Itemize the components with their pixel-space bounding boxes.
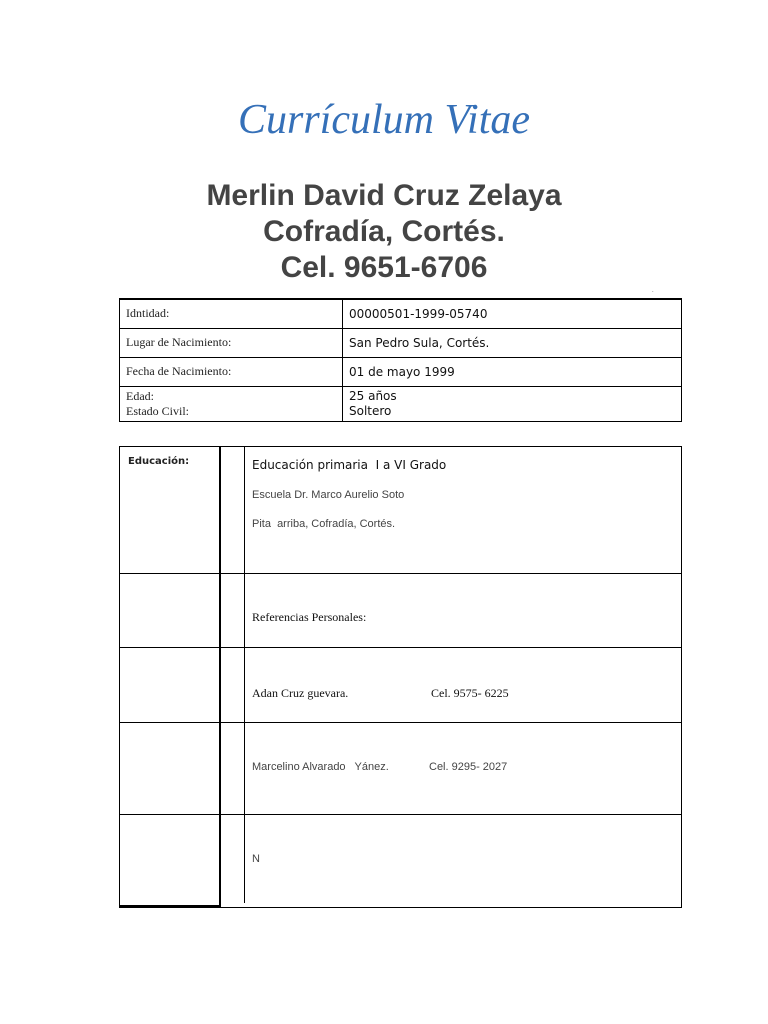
empty-cell [120, 574, 221, 647]
table-row [120, 328, 682, 357]
empty-cell [120, 723, 221, 814]
cv-title: Currículum Vitae [237, 97, 531, 143]
education-label: Educación: [128, 456, 190, 467]
id-label: Idntidad: [120, 299, 343, 328]
marital-status-label: Estado Civil: [126, 403, 189, 418]
age-label: Edad: [126, 388, 154, 403]
spacer-cell [221, 648, 245, 722]
school-name: Escuela Dr. Marco Aurelio Soto [252, 489, 405, 501]
reference-2-phone: Cel. 9295- 2027 [429, 761, 508, 773]
school-address: Pita arriba, Cofradía, Cortés. [252, 518, 396, 530]
reference-2-name: Marcelino Alvarado Yánez. [252, 761, 389, 773]
marital-status-value: Soltero [349, 403, 392, 418]
birthdate-value: 01 de mayo 1999 [343, 357, 682, 386]
personal-info-table [119, 298, 682, 422]
education-content-cell [245, 447, 681, 573]
education-level: Educación primaria I a VI Grado [252, 458, 447, 472]
table-row [120, 815, 681, 907]
age-status-value [343, 386, 682, 421]
stray-dot: . [652, 288, 654, 294]
person-phone: Cel. 9651-6706 [280, 251, 488, 284]
note-text: N [252, 853, 260, 865]
table-row [120, 386, 682, 421]
spacer-cell [221, 447, 245, 573]
age-status-label [120, 386, 343, 421]
person-name: Merlin David Cruz Zelaya [206, 179, 562, 212]
note-cell [245, 815, 681, 907]
id-value: 00000501-1999-05740 [343, 299, 682, 328]
references-heading-cell [245, 574, 681, 647]
birthdate-label: Fecha de Nacimiento: [120, 357, 343, 386]
reference-2-cell [245, 723, 681, 814]
empty-cell [120, 648, 221, 722]
reference-1-phone: Cel. 9575- 6225 [431, 686, 509, 700]
table-row [120, 648, 681, 723]
spacer-cell [221, 723, 245, 814]
education-table [119, 446, 682, 908]
reference-1-cell [245, 648, 681, 722]
spacer-cell [221, 815, 245, 903]
education-label-cell [120, 447, 221, 573]
table-row [120, 723, 681, 815]
person-location: Cofradía, Cortés. [263, 215, 505, 248]
empty-cell [120, 815, 221, 907]
spacer-cell [221, 574, 245, 647]
birthplace-label: Lugar de Nacimiento: [120, 328, 343, 357]
birthplace-value: San Pedro Sula, Cortés. [343, 328, 682, 357]
reference-1-name: Adan Cruz guevara. [252, 686, 349, 700]
table-row [120, 574, 681, 648]
references-heading: Referencias Personales: [252, 610, 367, 624]
age-value: 25 años [349, 388, 397, 403]
table-row [120, 447, 681, 574]
table-row [120, 357, 682, 386]
header-block [0, 178, 768, 286]
table-row [120, 299, 682, 328]
